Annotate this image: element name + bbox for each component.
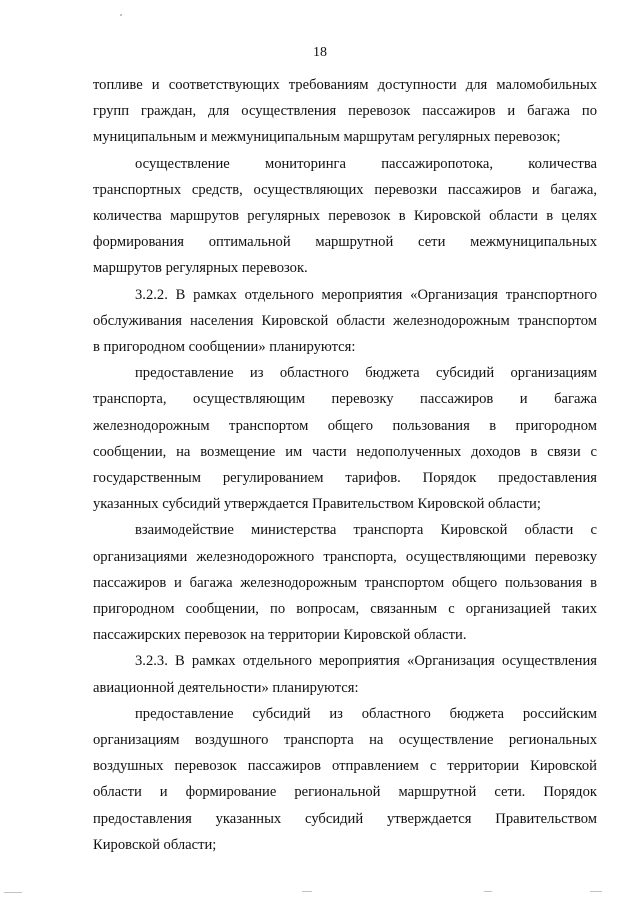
text-line: указанных субсидий утверждается Правительством Кировской области; <box>93 496 541 513</box>
text-line: транспортных средств, осуществляющих перевозки пассажиров и багажа, <box>93 181 597 198</box>
text-line: в пригородном сообщении» планируются: <box>93 339 356 356</box>
text-line: организациям воздушного транспорта на осуществление региональных <box>93 732 597 749</box>
scan-artifact <box>590 891 602 892</box>
text-line: авиационной деятельности» планируются: <box>93 679 359 696</box>
text-line: организациями железнодорожного транспорта, осуществляющими перевозку <box>93 548 597 565</box>
text-line: предоставления указанных субсидий утверждается Правительством <box>93 810 597 827</box>
text-line: групп граждан, для осуществления перевозок пассажиров и багажа по <box>93 103 597 120</box>
scan-artifact <box>484 891 492 892</box>
document-body <box>93 72 597 858</box>
text-line: 3.2.2. В рамках отдельного мероприятия «Организация транспортного <box>135 286 597 303</box>
text-line: осуществление мониторинга пассажиропотока, количества <box>135 155 597 172</box>
paragraph <box>93 151 597 282</box>
text-line: формирования оптимальной маршрутной сети межмуниципальных <box>93 234 597 251</box>
paragraph <box>93 72 597 151</box>
text-line: государственным регулированием тарифов. Порядок предоставления <box>93 470 597 487</box>
text-line: 3.2.3. В рамках отдельного мероприятия «Организация осуществления <box>135 653 597 670</box>
text-line: сообщении, на возмещение им части недополученных доходов в связи с <box>93 443 597 460</box>
text-line: топливе и соответствующих требованиям доступности для маломобильных <box>93 77 597 93</box>
text-line: предоставление из областного бюджета субсидий организациям <box>135 365 597 382</box>
scan-artifact <box>4 892 22 893</box>
paragraph <box>93 360 597 517</box>
text-line: взаимодействие министерства транспорта Кировской области с <box>135 522 597 539</box>
text-line: транспорта, осуществляющим перевозку пассажиров и багажа <box>93 391 597 408</box>
text-line: пригородном сообщении, по вопросам, связанным с организацией таких <box>93 601 597 618</box>
text-line: маршрутов регулярных перевозок. <box>93 260 308 277</box>
paragraph <box>93 701 597 858</box>
text-line: железнодорожным транспортом общего пользования в пригородном <box>93 417 597 434</box>
text-line: воздушных перевозок пассажиров отправлением с территории Кировской <box>93 758 597 775</box>
text-line: количества маршрутов регулярных перевозок в Кировской области в целях <box>93 208 597 225</box>
paragraph <box>93 648 597 700</box>
scan-artifact <box>120 14 122 16</box>
scan-artifact <box>302 891 312 892</box>
text-line: предоставление субсидий из областного бюджета российским <box>135 705 597 722</box>
text-line: обслуживания населения Кировской области железнодорожным транспортом <box>93 312 597 329</box>
text-line: пассажирских перевозок на территории Кировской области. <box>93 627 467 644</box>
text-line: муниципальным и межмуниципальным маршрутам регулярных перевозок; <box>93 129 561 146</box>
text-line: пассажиров и багажа железнодорожным транспортом общего пользования в <box>93 574 597 591</box>
paragraph <box>93 282 597 361</box>
text-line: Кировской области; <box>93 836 217 853</box>
text-line: области и формирование региональной маршрутной сети. Порядок <box>93 784 597 801</box>
page-number: 18 <box>313 45 327 60</box>
paragraph <box>93 517 597 648</box>
